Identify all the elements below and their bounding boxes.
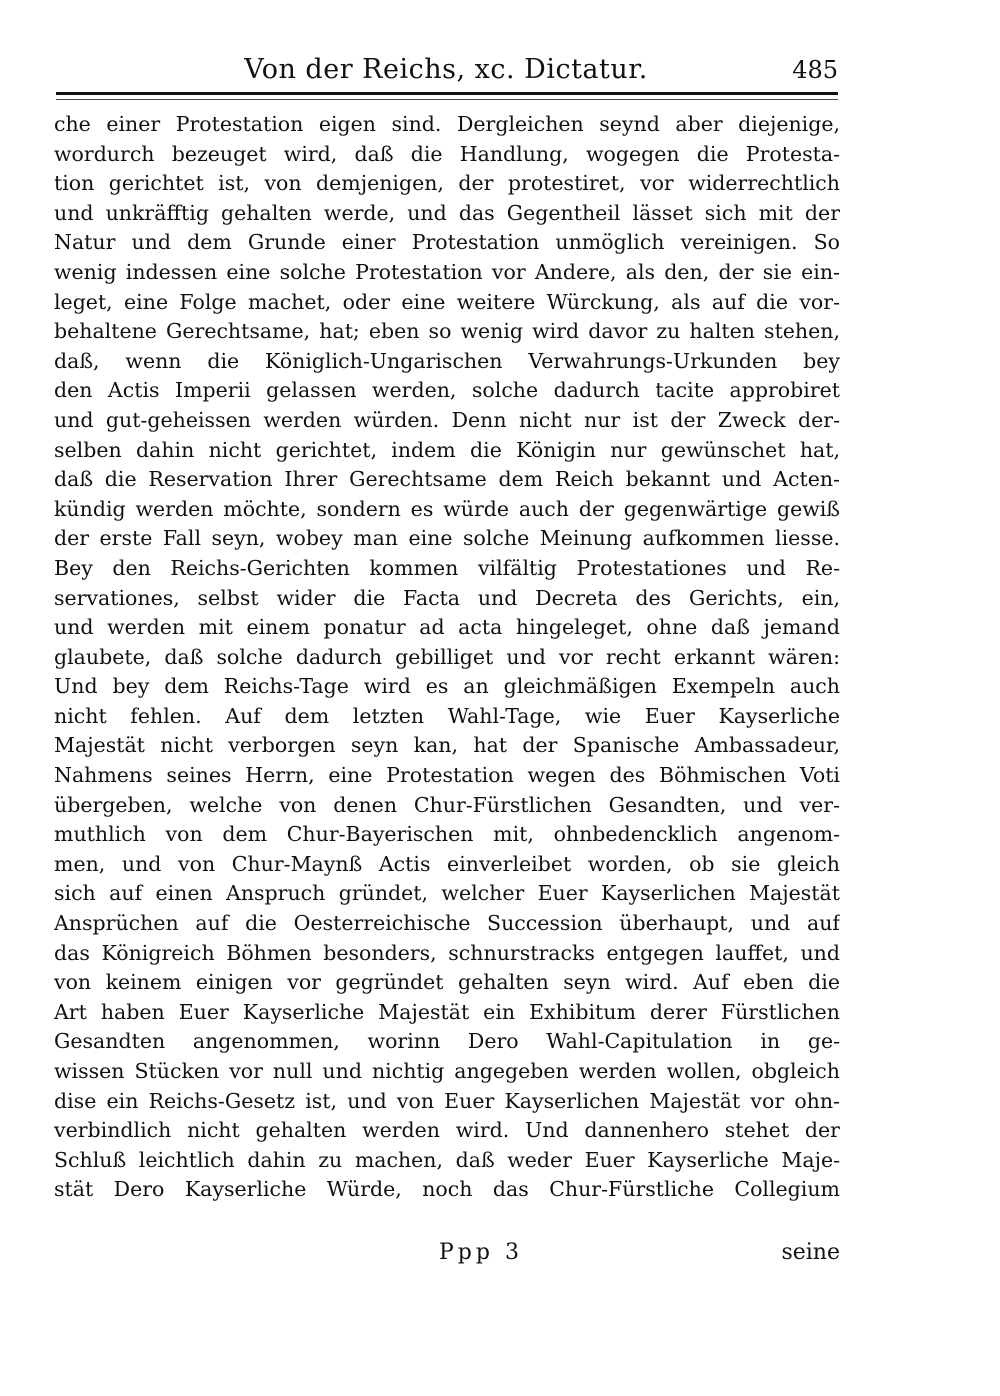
text-line: Majestät nicht verborgen seyn kan, hat der Spanische Ambassadeur, <box>54 733 840 758</box>
text-line: und gut-geheissen werden würden. Denn nicht nur ist der Zweck der- <box>54 407 840 432</box>
catchword: seine <box>781 1240 840 1265</box>
text-line: Nahmens seines Herrn, eine Protestation wegen des Böhmischen Voti <box>54 763 840 788</box>
text-line: tion gerichtet ist, von demjenigen, der protestiret, vor widerrechtlich <box>54 171 840 196</box>
text-line: das Königreich Böhmen besonders, schnurstracks entgegen lauffet, und <box>54 940 840 965</box>
page-header <box>56 48 836 88</box>
text-line: den Actis Imperii gelassen werden, solche dadurch tacite approbiret <box>54 378 840 403</box>
text-line: sich auf einen Anspruch gründet, welcher Euer Kayserlichen Majestät <box>54 881 840 906</box>
text-line: Art haben Euer Kayserliche Majestät ein Exhibitum derer Fürstlichen <box>54 999 840 1024</box>
page-footer <box>54 1240 840 1276</box>
body-text <box>54 110 840 1205</box>
text-line: der erste Fall seyn, wobey man eine solche Meinung aufkommen liesse. <box>54 526 840 551</box>
text-line: Bey den Reichs-Gerichten kommen vilfältig Protestationes und Re- <box>54 555 840 580</box>
text-line: wordurch bezeuget wird, daß die Handlung, wogegen die Protesta- <box>54 141 840 166</box>
text-line: kündig werden möchte, sondern es würde auch der gegenwärtige gewiß <box>54 496 840 521</box>
text-line: Ansprüchen auf die Oesterreichische Succession überhaupt, und auf <box>54 911 840 936</box>
text-line: Natur und dem Grunde einer Protestation unmöglich vereinigen. So <box>54 230 840 255</box>
text-line: daß, wenn die Königlich-Ungarischen Verwahrungs-Urkunden bey <box>54 348 840 373</box>
text-line: che einer Protestation eigen sind. Dergleichen seynd aber diejenige, <box>54 112 840 136</box>
text-line: und werden mit einem ponatur ad acta hingeleget, ohne daß jemand <box>54 615 840 640</box>
text-line: Und bey dem Reichs-Tage wird es an gleichmäßigen Exempeln auch <box>54 674 840 699</box>
text-line: men, und von Chur-Maynß Actis einverleibet worden, ob sie gleich <box>54 851 840 876</box>
text-line: nicht fehlen. Auf dem letzten Wahl-Tage, wie Euer Kayserliche <box>54 703 840 728</box>
running-title: Von der Reichs, xc. Dictatur. <box>244 54 648 85</box>
text-line: verbindlich nicht gehalten werden wird. Und dannenhero stehet der <box>54 1118 840 1143</box>
text-line: servationes, selbst wider die Facta und Decreta des Gerichts, ein, <box>54 585 840 610</box>
text-line: behaltene Gerechtsame, hat; eben so wenig wird davor zu halten stehen, <box>54 319 840 344</box>
text-line: daß die Reservation Ihrer Gerechtsame dem Reich bekannt und Acten- <box>54 467 840 492</box>
text-line: wissen Stücken vor null und nichtig angegeben werden wollen, obgleich <box>54 1059 840 1083</box>
text-line: von keinem einigen vor gegründet gehalten seyn wird. Auf eben die <box>54 970 840 995</box>
text-line: übergeben, welche von denen Chur-Fürstlichen Gesandten, und ver- <box>54 792 840 817</box>
text-line: dise ein Reichs-Gesetz ist, und von Euer Kayserlichen Majestät vor ohn- <box>54 1088 840 1113</box>
text-line: und unkräfftig gehalten werde, und das Gegentheil lässet sich mit der <box>54 200 840 225</box>
text-line: glaubete, daß solche dadurch gebilliget und vor recht erkannt wären: <box>54 644 840 669</box>
text-line: muthlich von dem Chur-Bayerischen mit, ohnbedencklich angenom- <box>54 822 840 847</box>
text-line: Gesandten angenommen, worinn Dero Wahl-Capitulation in ge- <box>54 1029 840 1054</box>
header-rule-thin <box>56 99 838 100</box>
text-line: selben dahin nicht gerichtet, indem die Königin nur gewünschet hat, <box>54 437 840 462</box>
text-line: stät Dero Kayserliche Würde, noch das Chur-Fürstliche Collegium <box>54 1177 840 1202</box>
text-line: wenig indessen eine solche Protestation vor Andere, als den, der sie ein- <box>54 259 840 284</box>
signature-mark: Ppp 3 <box>439 1240 523 1265</box>
text-line: leget, eine Folge machet, oder eine weitere Würckung, als auf die vor- <box>54 289 840 314</box>
page-number: 485 <box>792 56 838 84</box>
header-rule <box>56 92 838 95</box>
text-line: Schluß leichtlich dahin zu machen, daß weder Euer Kayserliche Maje- <box>54 1147 840 1172</box>
